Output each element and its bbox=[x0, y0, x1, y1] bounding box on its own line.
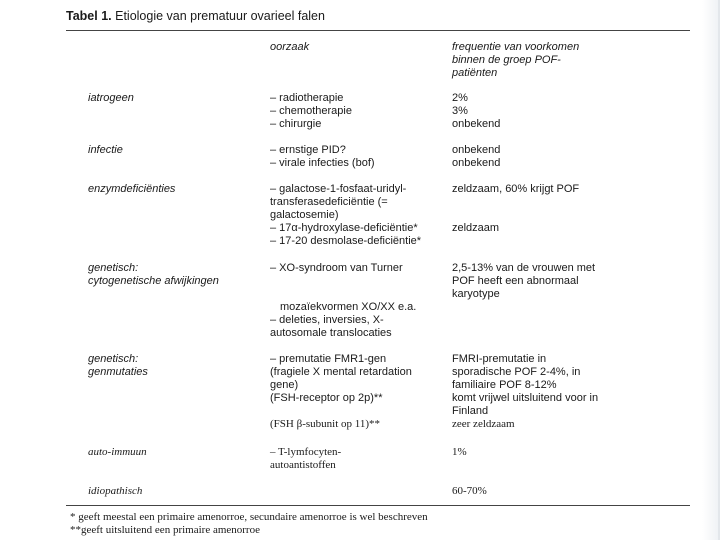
category-line: genetisch: bbox=[88, 262, 139, 274]
footnote: * geeft meestal een primaire amenorroe, secundaire amenorroe is wel beschreven bbox=[70, 511, 428, 523]
cause-line: (fragiele X mental retardation bbox=[270, 366, 412, 378]
cause-line: – 17α-hydroxylase-deficiëntie* bbox=[270, 222, 418, 234]
freq-line: onbekend bbox=[452, 157, 501, 169]
row-category bbox=[88, 485, 142, 498]
row-causes bbox=[270, 353, 412, 405]
cause-line: mozaïekvormen XO/XX e.a. bbox=[280, 301, 417, 313]
category-line: iatrogeen bbox=[88, 92, 134, 104]
freq-line: 1% bbox=[452, 446, 467, 458]
row-causes bbox=[270, 262, 403, 275]
cause-line: transferasedeficiëntie (= bbox=[270, 196, 388, 208]
row-causes bbox=[270, 446, 341, 472]
row-frequencies bbox=[452, 92, 500, 131]
freq-line: Finland bbox=[452, 405, 489, 417]
freq-line: FMRI-premutatie in bbox=[452, 353, 547, 365]
cause-line: – ernstige PID? bbox=[270, 144, 346, 156]
row-category bbox=[88, 92, 134, 105]
cause-line: – chemotherapie bbox=[270, 105, 352, 117]
row-frequencies bbox=[452, 418, 515, 431]
freq-line: karyotype bbox=[452, 288, 500, 300]
cause-line: – XO-syndroom van Turner bbox=[270, 262, 403, 274]
freq-line: 2% bbox=[452, 92, 468, 104]
row-causes bbox=[270, 144, 375, 170]
freq-line: 2,5-13% van de vrouwen met bbox=[452, 262, 596, 274]
header-frequency-line: frequentie van voorkomen bbox=[452, 41, 580, 53]
row-category bbox=[88, 446, 147, 459]
category-line: enzymdeficiënties bbox=[88, 183, 176, 195]
cause-line: autosomale translocaties bbox=[270, 327, 392, 339]
row-category bbox=[88, 353, 148, 379]
row-causes bbox=[270, 92, 352, 131]
freq-line: komt vrijwel uitsluitend voor in bbox=[452, 392, 599, 404]
row-category bbox=[88, 183, 175, 196]
row-category bbox=[88, 144, 123, 157]
category-line: idiopathisch bbox=[88, 485, 143, 497]
row-category bbox=[88, 262, 219, 288]
header-frequency-line: binnen de groep POF- bbox=[452, 54, 561, 66]
category-line: genetisch: bbox=[88, 353, 139, 365]
row-frequencies bbox=[452, 183, 579, 196]
cause-line: – deleties, inversies, X- bbox=[270, 314, 384, 326]
row-frequencies bbox=[452, 353, 598, 418]
cause-line: gene) bbox=[270, 379, 299, 391]
row-frequencies bbox=[452, 262, 595, 301]
cause-line: – virale infecties (bof) bbox=[270, 157, 375, 169]
cause-line: (FSH-receptor op 2p)** bbox=[270, 392, 383, 404]
freq-line: 3% bbox=[452, 105, 468, 117]
freq-line: onbekend bbox=[452, 144, 501, 156]
category-line: infectie bbox=[88, 144, 123, 156]
row-frequencies bbox=[452, 446, 467, 459]
table-title-text: Etiologie van prematuur ovarieel falen bbox=[115, 9, 325, 23]
table-bottom-rule bbox=[66, 505, 690, 506]
cause-line: – radiotherapie bbox=[270, 92, 344, 104]
row-causes bbox=[270, 418, 380, 431]
cause-line: galactosemie) bbox=[270, 209, 339, 221]
table-title bbox=[66, 9, 325, 23]
cause-line: autoantistoffen bbox=[270, 459, 336, 471]
cause-line: (FSH β-subunit op 11)** bbox=[270, 418, 380, 430]
freq-line: 60-70% bbox=[452, 485, 487, 497]
header-cause: oorzaak bbox=[270, 41, 310, 53]
row-causes bbox=[280, 301, 416, 314]
freq-line: zeldzaam, 60% krijgt POF bbox=[452, 183, 580, 195]
table-title-label: Tabel 1. bbox=[66, 9, 112, 23]
cause-line: – 17-20 desmolase-deficiëntie* bbox=[270, 235, 422, 247]
row-frequencies bbox=[452, 144, 500, 170]
footnote: **geeft uitsluitend een primaire amenorroe bbox=[70, 524, 260, 536]
freq-line: zeer zeldzaam bbox=[452, 418, 515, 430]
table-top-rule bbox=[66, 30, 690, 31]
freq-line: sporadische POF 2-4%, in bbox=[452, 366, 581, 378]
row-causes bbox=[270, 314, 392, 340]
row-frequencies bbox=[452, 485, 487, 498]
row-causes bbox=[270, 183, 421, 248]
cause-line: – premutatie FMR1-gen bbox=[270, 353, 387, 365]
freq-line: onbekend bbox=[452, 118, 501, 130]
header-frequency bbox=[452, 41, 579, 80]
freq-line: zeldzaam bbox=[452, 222, 500, 234]
category-line: genmutaties bbox=[88, 366, 148, 378]
category-line: auto-immuun bbox=[88, 446, 147, 458]
cause-line: – T-lymfocyten- bbox=[270, 446, 342, 458]
freq-line: POF heeft een abnormaal bbox=[452, 275, 579, 287]
row-frequencies bbox=[452, 222, 499, 235]
cause-line: – galactose-1-fosfaat-uridyl- bbox=[270, 183, 407, 195]
cause-line: – chirurgie bbox=[270, 118, 322, 130]
header-frequency-line: patiënten bbox=[452, 67, 498, 79]
freq-line: familiaire POF 8-12% bbox=[452, 379, 557, 391]
category-line: cytogenetische afwijkingen bbox=[88, 275, 219, 287]
